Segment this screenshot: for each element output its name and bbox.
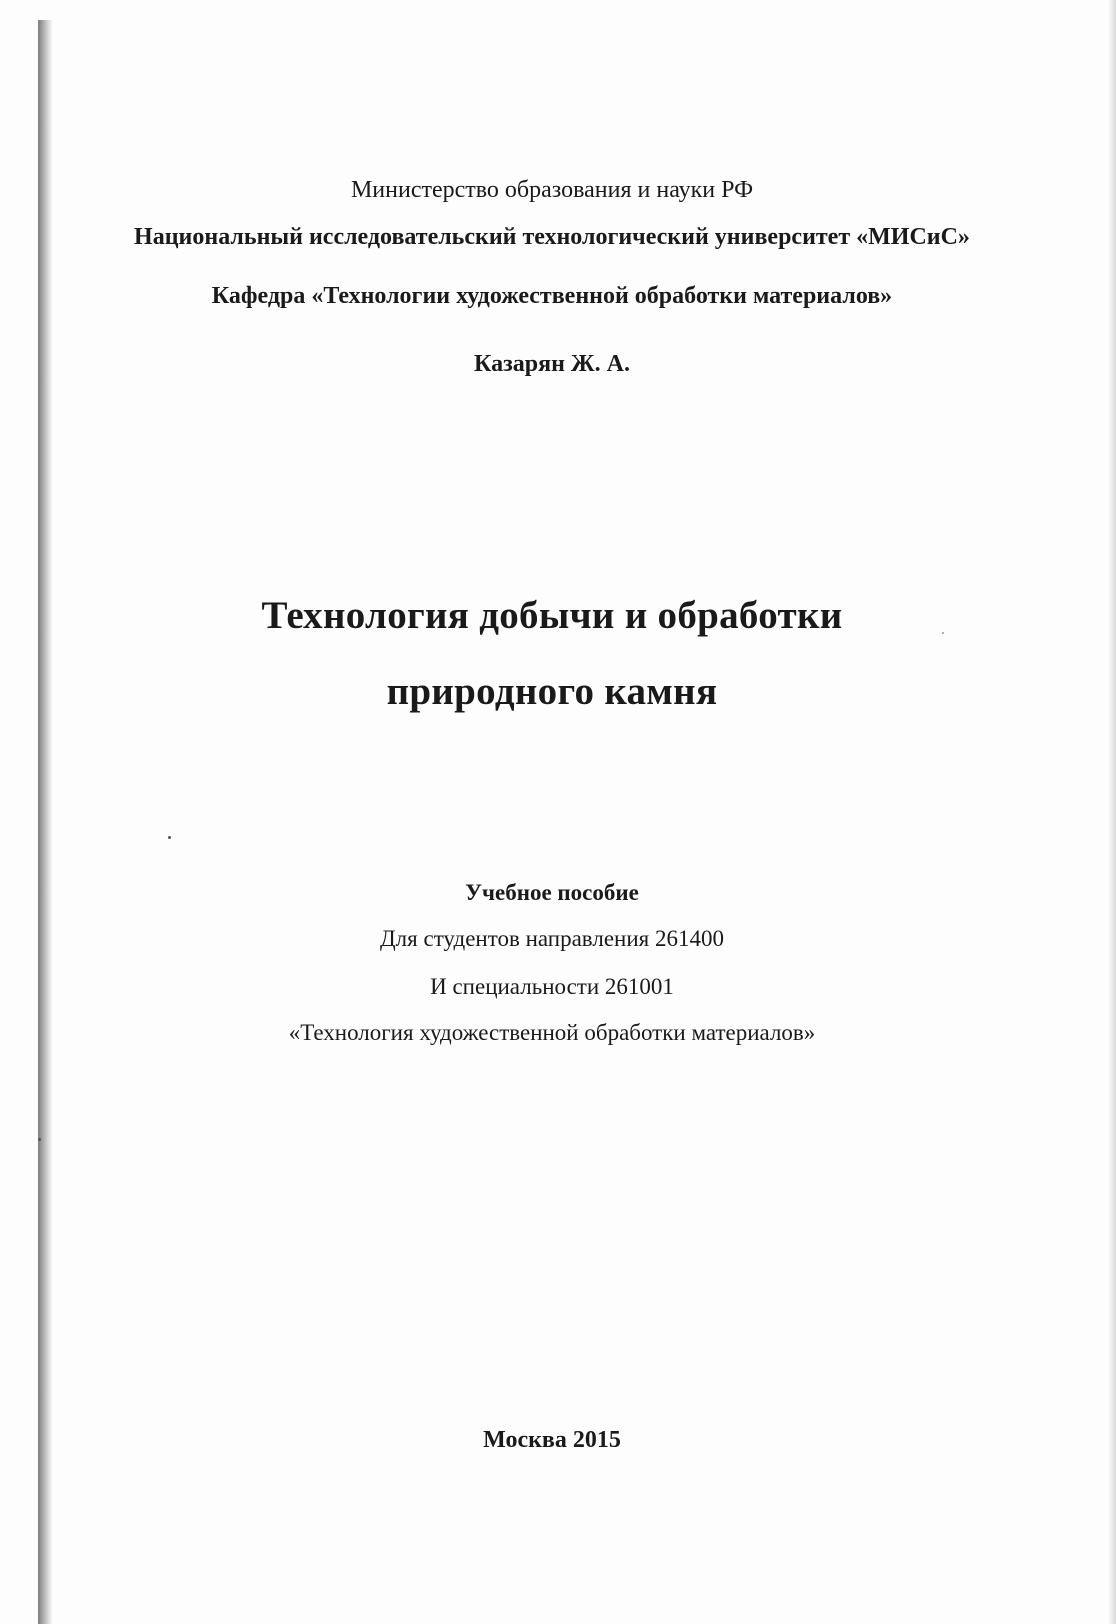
scan-speck xyxy=(38,1138,41,1141)
university-line: Национальный исследовательский технологический университет «МИСиС» xyxy=(134,224,970,250)
ministry-line: Министерство образования и науки РФ xyxy=(350,177,754,203)
specialty-line: И специальности 261001 xyxy=(430,974,674,999)
program-line: «Технология художественной обработки материалов» xyxy=(288,1020,816,1045)
scan-edge-right xyxy=(1108,0,1116,1624)
document-title-line-1: Технология добычи и обработки xyxy=(261,594,843,637)
document-title-line-2: природного камня xyxy=(386,670,718,713)
students-line: Для студентов направления 261400 xyxy=(379,926,724,951)
scan-edge-shadow xyxy=(38,20,52,1624)
document-type: Учебное пособие xyxy=(465,880,639,905)
department-line: Кафедра «Технологии художественной обработки материалов» xyxy=(211,283,893,309)
scan-speck xyxy=(168,836,171,839)
city-year: Москва 2015 xyxy=(483,1427,621,1453)
author-name: Казарян Ж. А. xyxy=(474,351,630,377)
scan-speck xyxy=(942,632,944,634)
